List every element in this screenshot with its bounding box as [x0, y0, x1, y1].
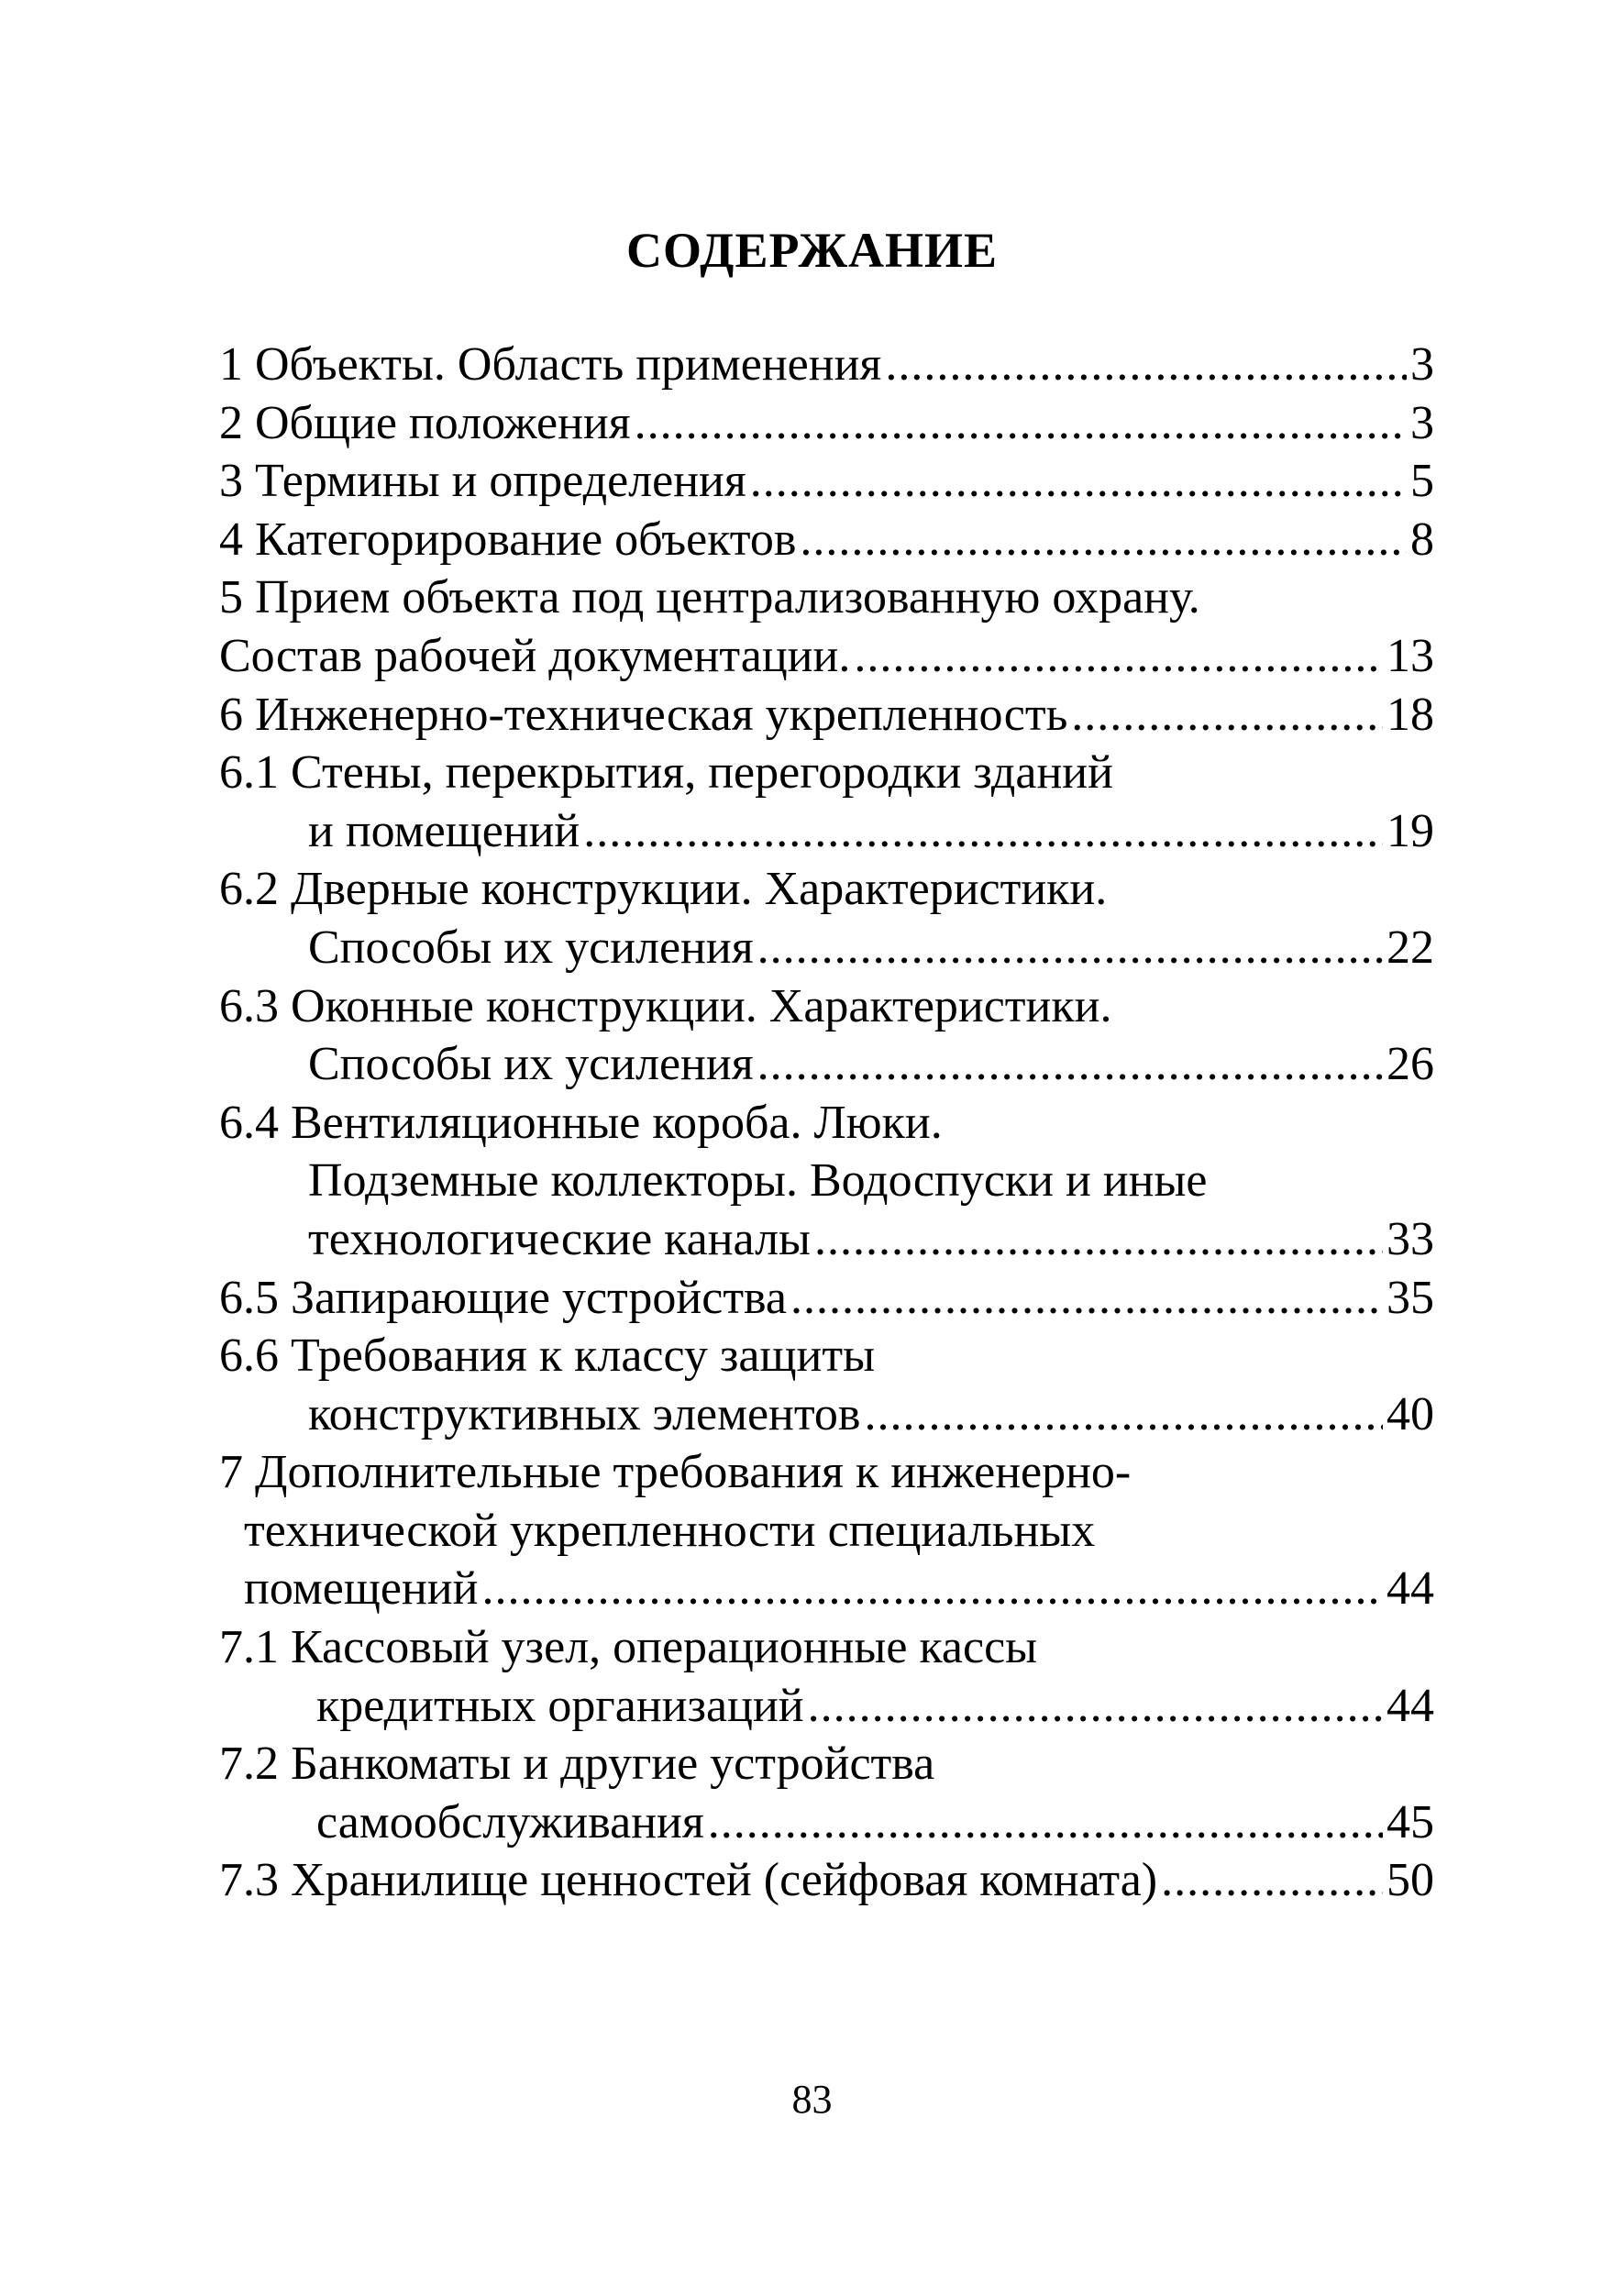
toc-entry [219, 1094, 1434, 1269]
toc-entry [219, 511, 1434, 569]
toc-page-number: 18 [1386, 688, 1434, 741]
toc-entry [219, 1443, 1434, 1618]
toc-entry-line [219, 977, 1434, 1036]
toc-dot-leader [800, 511, 1407, 569]
toc-entry-line [219, 686, 1434, 745]
toc-entry-line [219, 1735, 1434, 1793]
toc-dot-leader [814, 1210, 1383, 1269]
toc-entry [219, 1735, 1434, 1851]
toc-entry-line [219, 1618, 1434, 1677]
toc-dot-leader [790, 1269, 1383, 1328]
toc-dot-leader [885, 336, 1407, 394]
toc-entry [219, 394, 1434, 453]
toc-entry-line [219, 1851, 1434, 1910]
toc-entry-line [219, 336, 1434, 394]
toc-entry-text: 6.2 Дверные конструкции. Характеристики. [219, 863, 1108, 916]
toc-page-number: 22 [1386, 921, 1434, 974]
toc-entry-line [219, 1035, 1434, 1094]
toc-entry [219, 1269, 1434, 1328]
toc-entry [219, 744, 1434, 860]
toc-entry-text: Способы их усиления [308, 1038, 754, 1091]
toc-entry-text: помещений [244, 1562, 479, 1616]
toc-entry-line [219, 1793, 1434, 1852]
toc-page-number: 26 [1386, 1038, 1434, 1091]
toc-entry-text: 7.1 Кассовый узел, операционные кассы [219, 1621, 1038, 1674]
toc-dot-leader [635, 394, 1407, 453]
toc-entry-line [219, 802, 1434, 861]
toc-dot-leader [757, 919, 1383, 977]
toc-entry-line [219, 568, 1434, 627]
toc-entry [219, 1851, 1434, 1910]
toc-dot-leader [757, 1035, 1383, 1094]
toc-dot-leader [1161, 1851, 1383, 1910]
toc-entry-line [219, 1152, 1434, 1210]
toc-page-number: 3 [1410, 396, 1434, 449]
toc-entry-text: 6.6 Требования к классу защиты [219, 1330, 876, 1383]
toc-entry-line [219, 394, 1434, 453]
toc-page-number: 44 [1386, 1562, 1434, 1616]
toc-dot-leader [864, 1385, 1383, 1444]
toc-entry-text: конструктивных элементов [308, 1387, 861, 1440]
toc-entry-text: кредитных организаций [316, 1679, 804, 1732]
toc-entry-line [219, 860, 1434, 919]
toc-entry-text: 2 Общие положения [219, 396, 631, 449]
toc-entry-line [219, 452, 1434, 511]
toc-entry-text: самообслуживания [316, 1795, 704, 1848]
toc-page-number: 13 [1386, 629, 1434, 682]
toc-dot-leader [854, 627, 1383, 686]
toc-entry [219, 977, 1434, 1094]
toc-entry-text: 6.5 Запирающие устройства [219, 1271, 787, 1324]
toc-entry [219, 568, 1434, 685]
toc-entry-text: 7.3 Хранилище ценностей (сейфовая комната) [219, 1854, 1158, 1907]
toc-entry-text: 5 Прием объекта под централизованную охрану. [219, 571, 1200, 624]
toc-page-number: 45 [1386, 1795, 1434, 1848]
toc-page-number: 50 [1386, 1854, 1434, 1907]
toc-entry-line [219, 1385, 1434, 1444]
toc-page-number: 19 [1386, 804, 1434, 857]
toc-entry-text: 1 Объекты. Область применения [219, 338, 882, 391]
toc-entry-line [219, 627, 1434, 686]
toc-entry-text: Состав рабочей документации. [219, 629, 851, 682]
toc-entry [219, 1327, 1434, 1443]
toc-entry-text: Способы их усиления [308, 921, 754, 974]
toc-entry-text: 7.2 Банкоматы и другие устройства [219, 1738, 935, 1791]
toc-dot-leader [583, 802, 1383, 861]
toc-entry-line [219, 1269, 1434, 1328]
toc-entry [219, 686, 1434, 745]
toc-entry-line [219, 1327, 1434, 1385]
toc-entry-line [219, 1560, 1434, 1618]
toc-dot-leader [750, 452, 1407, 511]
toc-entry-line [219, 1094, 1434, 1153]
toc-entry-line [219, 1210, 1434, 1269]
table-of-contents [219, 336, 1434, 1910]
toc-dot-leader [481, 1560, 1383, 1618]
toc-dot-leader [708, 1793, 1383, 1852]
toc-entry-text: 6.4 Вентиляционные короба. Люки. [219, 1096, 943, 1149]
toc-entry-line [219, 1502, 1434, 1561]
toc-page-number: 3 [1410, 338, 1434, 391]
toc-entry-line [219, 511, 1434, 569]
toc-entry-text: 6 Инженерно-техническая укрепленность [219, 688, 1068, 741]
toc-entry-text: и помещений [308, 804, 580, 857]
toc-entry [219, 452, 1434, 511]
toc-entry-text: технологические каналы [308, 1212, 811, 1265]
toc-entry [219, 1618, 1434, 1735]
toc-page-number: 8 [1410, 513, 1434, 566]
toc-entry [219, 860, 1434, 977]
toc-entry-text: 7 Дополнительные требования к инженерно- [219, 1446, 1132, 1499]
page-title: СОДЕРЖАНИЕ [626, 223, 998, 278]
toc-entry-line [219, 744, 1434, 802]
toc-entry-line [219, 919, 1434, 977]
toc-entry-text: 6.3 Оконные конструкции. Характеристики. [219, 979, 1112, 1032]
toc-entry-text: 3 Термины и определения [219, 455, 746, 508]
toc-page-number: 33 [1386, 1212, 1434, 1265]
toc-entry-line [219, 1443, 1434, 1502]
toc-entry-line [219, 1677, 1434, 1736]
toc-entry-text: 4 Категорирование объектов [219, 513, 797, 566]
toc-page-number: 40 [1386, 1387, 1434, 1440]
toc-entry-text: 6.1 Стены, перекрытия, перегородки зданий [219, 746, 1113, 800]
toc-entry-text: Подземные коллекторы. Водоспуски и иные [308, 1154, 1208, 1208]
toc-dot-leader [1071, 686, 1383, 745]
toc-dot-leader [808, 1677, 1383, 1736]
toc-page-number: 44 [1386, 1679, 1434, 1732]
toc-page-number: 5 [1410, 455, 1434, 508]
toc-page-number: 35 [1386, 1271, 1434, 1324]
toc-entry [219, 336, 1434, 394]
toc-entry-text: технической укрепленности специальных [244, 1504, 1096, 1557]
page-number: 83 [791, 2077, 833, 2122]
